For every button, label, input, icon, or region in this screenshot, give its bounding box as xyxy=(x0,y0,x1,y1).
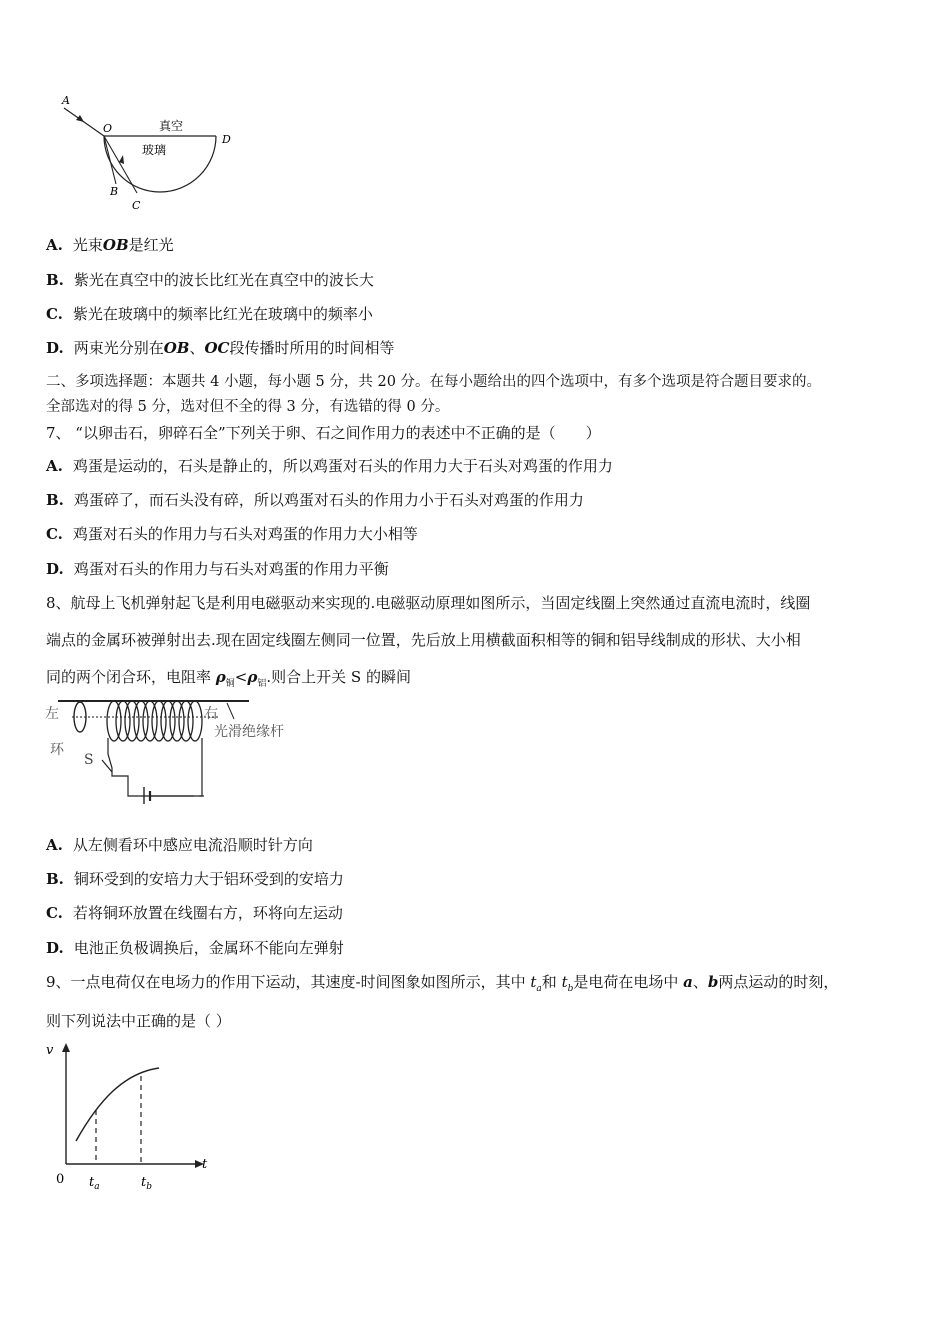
ray-oc xyxy=(104,136,137,193)
circuit-wire xyxy=(108,738,194,796)
refraction-figure xyxy=(46,92,246,220)
label-ta: $t_a$ xyxy=(89,1175,100,1192)
fixed-coil xyxy=(107,701,202,741)
label-vacuum: 真空 xyxy=(159,119,184,133)
q8-option-a: A. 从左侧看环中感应电流沿顺时针方向 xyxy=(46,836,313,854)
q7-option-d: D. 鸡蛋对石头的作用力与石头对鸡蛋的作用力平衡 xyxy=(46,560,389,578)
label-t: t xyxy=(202,1157,208,1172)
q8-stem-line1: 8、航母上飞机弹射起飞是利用电磁驱动来实现的.电磁驱动原理如图所示，当固定线圈上突然通过直流电流时，线圈 xyxy=(46,594,811,612)
q7-option-a: A. 鸡蛋是运动的，石头是静止的，所以鸡蛋对石头的作用力大于石头对鸡蛋的作用力 xyxy=(46,457,613,475)
rod-pointer xyxy=(227,703,234,719)
label-left: 左 xyxy=(45,706,59,722)
q8-option-c: C. 若将铜环放置在线圈右方，环将向左运动 xyxy=(46,904,343,922)
section-header-line2: 全部选对的得 5 分，选对但不全的得 3 分，有选错的得 0 分。 xyxy=(46,399,450,415)
label-right: 右 xyxy=(204,706,218,722)
label-d: D xyxy=(222,133,231,146)
q7-stem: 7、 “以卵击石，卵碎石全”下列关于卵、石之间作用力的表述中不正确的是（ ） xyxy=(46,424,601,442)
label-glass: 玻璃 xyxy=(142,143,167,157)
q8-option-d: D. 电池正负极调换后，金属环不能向左弹射 xyxy=(46,939,344,957)
label-ring: 环 xyxy=(50,742,64,758)
q8-stem-line2: 端点的金属环被弹射出去.现在固定线圈左侧同一位置，先后放上用横截面积相等的铜和铝导线制成的形状、大小相 xyxy=(46,631,801,649)
velocity-time-graph xyxy=(44,1040,224,1200)
q8-option-b: B. 铜环受到的安培力大于铝环受到的安培力 xyxy=(46,870,344,888)
ray-ob xyxy=(104,136,116,184)
label-v: v xyxy=(46,1043,54,1058)
q9-stem-line1: 9、一点电荷仅在电场力的作用下运动，其速度-时间图象如图所示，其中 $t_a$和 $t_b$是电荷在电场中 a、b两点运动的时刻， xyxy=(46,973,839,994)
label-tb: $t_b$ xyxy=(141,1175,152,1192)
label-c: C xyxy=(132,199,141,212)
q6-option-a: A. 光束OB是红光 xyxy=(46,236,174,254)
label-a: A xyxy=(62,94,70,107)
label-o: O xyxy=(103,122,113,135)
label-rod: 光滑绝缘杆 xyxy=(214,724,284,740)
q8-stem-line3: 同的两个闭合环，电阻率 $\rho_铜<\rho_铝$.则合上开关 S 的瞬间 xyxy=(46,668,411,689)
circuit-wire-return xyxy=(150,738,202,796)
label-b: B xyxy=(110,185,119,198)
v-axis-arrow xyxy=(62,1043,70,1052)
coil-figure xyxy=(44,694,314,804)
label-switch: S xyxy=(84,752,94,768)
q9-stem-line2: 则下列说法中正确的是（ ） xyxy=(46,1012,231,1030)
q7-option-c: C. 鸡蛋对石头的作用力与石头对鸡蛋的作用力大小相等 xyxy=(46,525,418,543)
section-header-line1: 二、多项选择题：本题共 4 小题，每小题 5 分，共 20 分。在每小题给出的四个选项中，有多个选项是符合题目要求的。 xyxy=(46,374,822,390)
label-origin: 0 xyxy=(56,1172,65,1187)
q6-option-c: C. 紫光在玻璃中的频率比红光在玻璃中的频率小 xyxy=(46,305,373,323)
q6-option-d: D. 两束光分别在OB、OC段传播时所用的时间相等 xyxy=(46,339,395,357)
velocity-curve xyxy=(76,1068,159,1141)
incident-arrow xyxy=(76,115,84,122)
q6-option-b: B. 紫光在真空中的波长比红光在真空中的波长大 xyxy=(46,271,374,289)
q7-option-b: B. 鸡蛋碎了，而石头没有碎，所以鸡蛋对石头的作用力小于石头对鸡蛋的作用力 xyxy=(46,491,584,509)
